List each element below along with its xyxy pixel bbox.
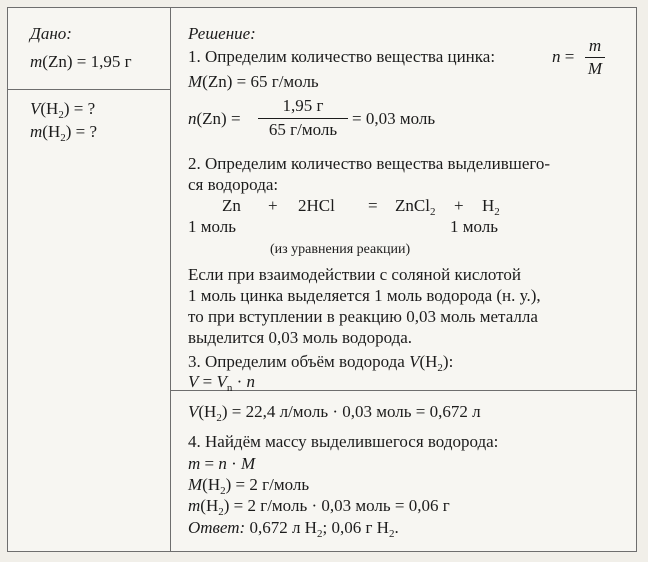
answer-label: Ответ: (188, 518, 246, 537)
eq-plus2: + (454, 196, 464, 215)
step4-text: 4. Найдём массу выделившегося водорода: (188, 432, 499, 451)
step1-calc-result: = 0,03 моль (352, 109, 436, 128)
step4-molar-mass: $M(H_2) = 2$ г/моль (188, 475, 310, 497)
eq-reactant2: 2HCl (298, 196, 335, 215)
step4-formula: m = n · M (188, 454, 256, 473)
eq-reactant1: Zn (222, 196, 241, 215)
given-find-volume: $V(H_2)$ = ? (30, 99, 96, 121)
given-known: m(Zn) = 1,95 г (30, 52, 132, 71)
reasoning-line-4: выделится 0,03 моль водорода. (188, 328, 413, 347)
given-divider (8, 89, 170, 90)
column-divider (170, 8, 171, 551)
step1-calc-num: 1,95 г (282, 96, 324, 115)
step1-text: 1. Определим количество вещества цинка: (188, 47, 496, 66)
step1-molar-mass: M(Zn) = 65 г/моль (188, 72, 319, 91)
eq-equals: = (368, 196, 378, 215)
step1-calc-lhs: n(Zn) = (188, 109, 241, 128)
task-frame (7, 7, 637, 552)
step3-formula: $V = V_n \cdot n$ (188, 372, 256, 394)
step1-formula-num: m (588, 36, 602, 55)
given-find-mass: $m(H_2)$ = ? (30, 122, 98, 144)
solution-header: Решение: (188, 24, 256, 43)
eq-product1: ZnCl$_2$ (395, 196, 436, 218)
given-header: Дано: (30, 24, 72, 43)
answer-line: Ответ: 0,672 л $H_2$; 0,06 г $H_2$. (188, 518, 399, 540)
step3-text: 3. Определим объём водорода $V(H_2)$: (188, 352, 454, 374)
step2-line1: 2. Определим количество вещества выделившего- (188, 154, 551, 173)
reasoning-line-3: то при вступлении в реакцию 0,03 моль металла (188, 307, 538, 326)
reasoning-line-1: Если при взаимодействии с соляной кислотой (188, 265, 521, 284)
eq-plus1: + (268, 196, 278, 215)
step2-line2: ся водорода: (188, 175, 279, 194)
step1-calc-den: 65 г/моль (268, 120, 338, 139)
eq-mol-right: 1 моль (450, 217, 499, 236)
eq-mol-left: 1 моль (188, 217, 237, 236)
step1-formula-bar (585, 57, 605, 58)
step1-formula-lhs: n = (552, 47, 575, 66)
step1-calc-bar (258, 118, 348, 119)
step3-result: $V(H_2) = 22,4$ л/моль · 0,03 моль = 0,672 л (188, 402, 481, 424)
reasoning-line-2: 1 моль цинка выделяется 1 моль водорода (н. у.), (188, 286, 541, 305)
eq-product2: $H_2$ (482, 196, 500, 218)
step4-result: $m(H_2) = 2$ г/моль · 0,03 моль = 0,06 г (188, 496, 450, 518)
step1-formula-den: M (587, 59, 603, 78)
eq-note: (из уравнения реакции) (270, 242, 411, 257)
